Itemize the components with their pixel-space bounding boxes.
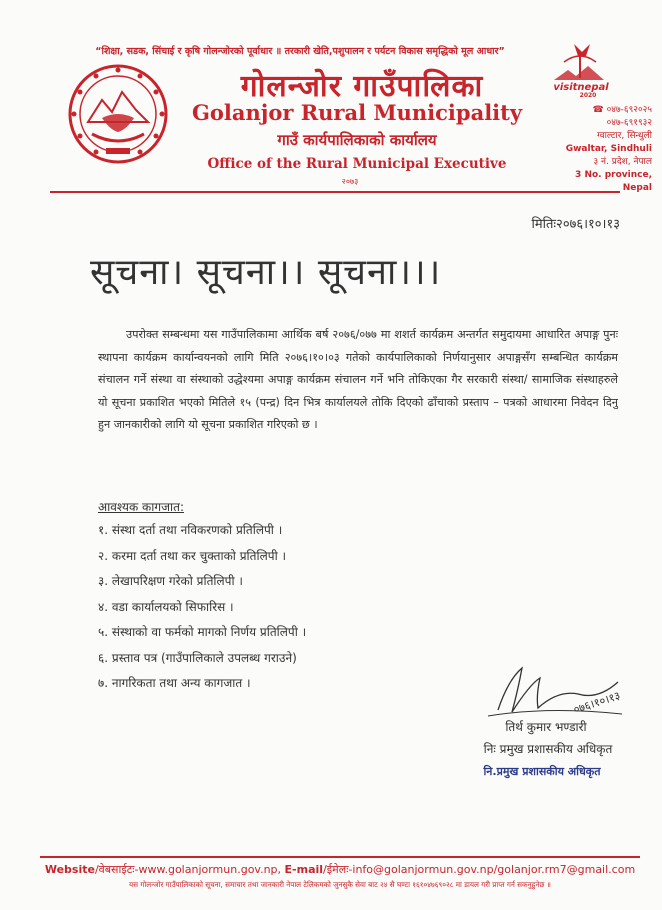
official-stamp: नि.प्रमुख प्रशासकीय अधिकृत (483, 765, 601, 778)
address-nepali: ग्वाल्टार, सिन्धुली (597, 131, 652, 141)
list-item: ४. वडा कार्यालयको सिफारिस । (98, 599, 234, 614)
phone-2: ०४७-६९१९३२ (606, 118, 652, 128)
email-label: E-mail (284, 863, 324, 876)
phone-1 (552, 104, 652, 117)
required-documents-heading: आवश्यक कागजात: (98, 500, 185, 514)
signature-date: ०७६।१०।१३ (571, 689, 622, 717)
notice-heading: सूचना। सूचना।। सूचना।।। (90, 252, 442, 293)
list-item: ३. लेखापरिक्षण गरेको प्रतिलिपी । (98, 574, 243, 588)
office-name-nepali: गाउँ कार्यपालिकाको कार्यालय (277, 131, 437, 149)
required-documents-list (98, 518, 306, 697)
list-item: ५. संस्थाको वा फर्मको मागको निर्णय प्रतिलिपी । (98, 625, 307, 639)
established-year: २०७३ (341, 177, 359, 186)
address-english: Gwaltar, Sindhuli (565, 144, 652, 154)
list-item: २. करमा दर्ता तथा कर चुक्ताको प्रतिलिपी । (98, 548, 287, 563)
footer-divider (40, 856, 640, 858)
phone-icon: ☎ (592, 105, 604, 115)
municipality-name-english: Golanjor Rural Municipality (191, 100, 523, 125)
website-link[interactable]: www.golanjormun.gov.np, (138, 863, 282, 876)
signer-name: तिर्थ कुमार भण्डारी (505, 720, 587, 734)
footer-notice: यस गोलन्जोर गाउँपालिकाको सूचना, समाचार तथा जानकारी नेपाल टेलिकमको जुनसुकै सेवा बाट २४ सै घण्टा १६१०४७६९०२८ मा डायल गरी प्राप्त गर्न सकनुहुनेछ ॥ (129, 880, 551, 889)
notice-body: उपरोक्त सम्बन्धमा यस गाउँपालिकामा आर्थिक बर्ष २०७६/०७७ मा शशर्त कार्यक्रम अन्तर्गत समुदायमा आधारित अपाङ्ग पुनः स्थापना कार्यक्रम कार्यान्वयनको लागि मिति २०७६।१०।०३ गतेको कार्यपालिकाको निर्णयानुसार अपाङ्गसँग सम्बन्धित कार्यक्रम संचालन गर्ने संस्था वा संस्थाको उद्धेश्यमा अपाङ्ग कार्यक्रम संचालन गर्ने भनि तोकिएका गैर सरकारी संस्था/ सामाजिक संस्थाहरुले यो सूचना प्रकाशित भएको मितिले १५ (पन्द्र) दिन भित्र कार्यालयले तोकि दिएको ढाँचाको प्रस्ताप – पत्रको आधारमा निवेदन दिनु हुन जानकारीको लागि यो सूचना प्रकाशित गरिएको छ । (98, 328, 618, 432)
municipality-name-nepali: गोलन्जोर गाउँपालिका (240, 69, 484, 104)
slogan: “शिक्षा, सडक, सिंचाई र कृषि गोलन्जोरको पूर्वाधार ॥ तरकारी खेति,पशुपालन र पर्यटन विकास समृद्धिको मूल आधार” (95, 46, 505, 57)
website-label-np: /वेबसाईटः- (94, 863, 139, 876)
province-nepali: ३ नं. प्रदेश, नेपाल (593, 157, 652, 167)
visit-logo-year: 2020 (579, 92, 597, 98)
list-item: १. संस्था दर्ता तथा नविकरणको प्रतिलिपी । (98, 523, 283, 537)
visit-logo-text: visitnepal (553, 82, 609, 93)
notice-date: मितिः२०७६।१०।१३ (531, 217, 620, 232)
visit-nepal-logo-icon (546, 40, 616, 98)
office-name-english: Office of the Rural Municipal Executive (207, 156, 507, 172)
footer-contacts (40, 862, 640, 877)
header-divider (50, 191, 620, 193)
signer-title: निः प्रमुख प्रशासकीय अधिकृत (483, 742, 613, 756)
email-link[interactable]: info@golanjormun.gov.np/golanjor.rm7@gmail.com (352, 863, 636, 876)
province-english: 3 No. province, Nepal (575, 170, 652, 193)
contact-block (552, 104, 652, 195)
email-label-np: /ईमेलः- (323, 863, 353, 876)
phone-1-number: ०४७-६९२०२५ (606, 105, 652, 115)
list-item: ६. प्रस्ताव पत्र (गाउँपालिकाले उपलब्ध गराउने) (98, 650, 297, 665)
website-label: Website (44, 863, 95, 876)
list-item: ७. नागरिकता तथा अन्य कागजात । (98, 676, 251, 690)
municipality-emblem-icon (66, 62, 170, 166)
